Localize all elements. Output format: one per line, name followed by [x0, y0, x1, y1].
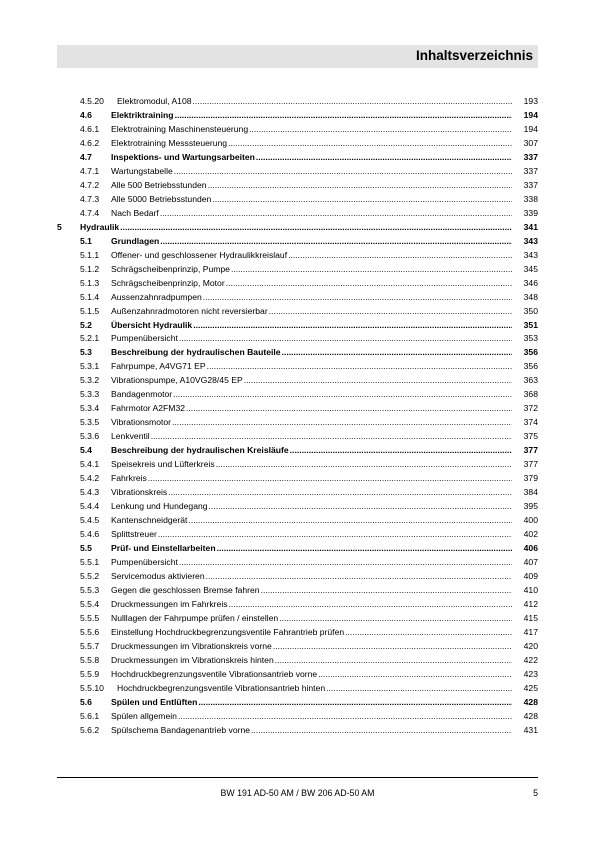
footer-page-number: 5 — [533, 788, 538, 798]
toc-entry-number: 5.2 — [80, 319, 92, 330]
toc-leader-dots — [251, 723, 512, 737]
toc-entry-page: 348 — [523, 291, 538, 302]
toc-entry[interactable] — [0, 345, 595, 359]
toc-entry-title: Speisekreis und Lüfterkreis — [111, 459, 215, 470]
toc-entry-number: 4.6 — [80, 109, 92, 120]
toc-entry[interactable] — [0, 541, 595, 555]
toc-leader-dots — [193, 318, 512, 332]
toc-entry[interactable] — [0, 359, 595, 373]
toc-entry[interactable] — [0, 192, 595, 206]
toc-entry[interactable] — [0, 583, 595, 597]
toc-leader-dots — [172, 415, 512, 429]
toc-entry-number: 5.1 — [80, 235, 92, 246]
toc-entry-title: Beschreibung der hydraulischen Bauteile — [111, 347, 281, 358]
toc-entry-page: 410 — [523, 584, 538, 595]
toc-entry-page: 363 — [523, 375, 538, 386]
toc-entry[interactable] — [0, 597, 595, 611]
toc-entry-number: 5.3.1 — [80, 361, 100, 372]
toc-entry[interactable] — [0, 220, 595, 234]
toc-entry-number: 4.7.4 — [80, 207, 100, 218]
toc-entry-title: Übersicht Hydraulik — [111, 319, 193, 330]
toc-entry-title: Pumpenübersicht — [111, 333, 178, 344]
toc-leader-dots — [209, 499, 512, 513]
toc-entry-page: 412 — [523, 598, 538, 609]
toc-entry-number: 5.6.1 — [80, 710, 100, 721]
toc-leader-dots — [244, 373, 512, 387]
toc-leader-dots — [217, 541, 512, 555]
toc-entry-page: 407 — [523, 557, 538, 567]
toc-leader-dots — [208, 178, 512, 192]
toc-entry-page: 422 — [523, 654, 538, 665]
toc-entry-number: 5.4.4 — [80, 501, 100, 512]
toc-entry-title: Druckmessungen im Fahrkreis — [111, 598, 228, 609]
toc-leader-dots — [160, 206, 512, 220]
toc-leader-dots — [206, 569, 512, 583]
toc-entry-page: 420 — [523, 640, 538, 651]
toc-entry[interactable] — [0, 457, 595, 471]
toc-entry-number: 5.4 — [80, 445, 92, 456]
toc-entry-title: Druckmessungen im Vibrationskreis vorne — [111, 640, 272, 651]
toc-entry-title: Vibrationsmotor — [111, 417, 172, 428]
toc-entry-page: 402 — [523, 529, 538, 540]
toc-entry-number: 4.7 — [80, 151, 92, 162]
toc-entry[interactable] — [0, 513, 595, 527]
toc-entry-title: Nach Bedarf — [111, 207, 159, 218]
toc-leader-dots — [318, 667, 512, 681]
toc-entry[interactable] — [0, 122, 595, 136]
toc-entry-page: 345 — [523, 263, 538, 274]
toc-entry[interactable] — [0, 178, 595, 192]
toc-entry-title: Elektriktraining — [111, 109, 174, 120]
toc-leader-dots — [273, 639, 512, 653]
toc-entry-number: 5.1.5 — [80, 305, 100, 316]
toc-entry-page: 350 — [523, 305, 538, 316]
toc-entry-title: Beschreibung der hydraulischen Kreisläufe — [111, 445, 289, 456]
toc-entry-page: 379 — [523, 473, 538, 484]
footer-model: BW 191 AD-50 AM / BW 206 AD-50 AM — [220, 788, 375, 798]
toc-entry-page: 194 — [523, 123, 538, 134]
toc-entry-page: 343 — [523, 249, 538, 260]
toc-entry-number: 5.1.4 — [80, 291, 100, 302]
toc-entry-page: 395 — [523, 501, 538, 512]
toc-entry[interactable] — [0, 331, 595, 345]
toc-entry[interactable] — [0, 709, 595, 723]
toc-entry[interactable] — [0, 625, 595, 639]
toc-entry-title: Druckmessungen im Vibrationskreis hinten — [111, 654, 274, 665]
toc-entry-number: 4.6.1 — [80, 123, 100, 134]
toc-entry-title: Außenzahnradmotoren nicht reversierbar — [111, 305, 268, 316]
toc-leader-dots — [326, 681, 512, 695]
toc-entry-page: 338 — [523, 193, 538, 204]
toc-entry-page: 343 — [523, 235, 538, 246]
toc-entry-number: 5.5.5 — [80, 612, 100, 623]
toc-entry-page: 384 — [523, 487, 538, 498]
toc-entry[interactable] — [0, 485, 595, 499]
toc-entry-number: 5.4.6 — [80, 529, 100, 540]
toc-entry-title: Elektromodul, A108 — [117, 96, 192, 106]
toc-entry-number: 5.5.1 — [80, 557, 100, 567]
footer-divider — [57, 777, 538, 778]
toc-leader-dots — [288, 248, 512, 262]
toc-leader-dots — [158, 527, 512, 541]
toc-entry-page: 375 — [523, 431, 538, 442]
toc-entry-page: 425 — [523, 682, 538, 693]
toc-entry-page: 406 — [523, 543, 538, 554]
toc-entry[interactable] — [0, 611, 595, 625]
toc-leader-dots — [256, 150, 512, 164]
toc-entry-page: 337 — [523, 179, 538, 190]
toc-entry[interactable] — [0, 206, 595, 220]
toc-entry-page: 356 — [523, 361, 538, 372]
toc-entry[interactable] — [0, 555, 595, 569]
toc-entry-number: 5.5.7 — [80, 640, 100, 651]
toc-entry-number: 5.6 — [80, 696, 92, 707]
toc-leader-dots — [228, 136, 512, 150]
toc-leader-dots — [120, 220, 512, 234]
toc-entry-title: Alle 500 Betriebsstunden — [111, 179, 207, 190]
toc-entry[interactable] — [0, 681, 595, 695]
toc-entry[interactable] — [0, 429, 595, 443]
toc-leader-dots — [178, 709, 512, 723]
toc-entry[interactable] — [0, 373, 595, 387]
toc-entry[interactable] — [0, 276, 595, 290]
toc-entry-page: 307 — [523, 137, 538, 148]
toc-entry-title: Pumpenübersicht — [111, 557, 178, 567]
toc-entry-page: 428 — [523, 696, 538, 707]
toc-entry-page: 377 — [523, 445, 538, 456]
toc-entry-page: 353 — [523, 333, 538, 344]
toc-entry-number: 4.7.2 — [80, 179, 100, 190]
toc-entry-page: 337 — [523, 151, 538, 162]
toc-entry-page: 337 — [523, 165, 538, 176]
toc-entry-title: Einstellung Hochdruckbegrenzungsventile Fahrantrieb prüfen — [111, 626, 345, 637]
toc-entry-number: 5.1.2 — [80, 263, 100, 274]
toc-entry-title: Hochdruckbegrenzungsventile Vibrationsantrieb vorne — [111, 668, 318, 679]
toc-entry-page: 374 — [523, 417, 538, 428]
toc-leader-dots — [179, 331, 512, 345]
toc-entry-page: 346 — [523, 277, 538, 288]
toc-leader-dots — [160, 234, 512, 248]
toc-entry-title: Aussenzahnradpumpen — [111, 291, 202, 302]
toc-entry-number: 4.6.2 — [80, 137, 100, 148]
toc-entry-page: 428 — [523, 710, 538, 721]
toc-entry[interactable] — [0, 471, 595, 485]
toc-entry-page: 423 — [523, 668, 538, 679]
toc-entry[interactable] — [0, 695, 595, 709]
toc-entry[interactable] — [0, 234, 595, 248]
toc-entry-title: Elektrotraining Messsteuerung — [111, 137, 228, 148]
toc-leader-dots — [345, 625, 512, 639]
toc-leader-dots — [249, 122, 512, 136]
toc-entry[interactable] — [0, 527, 595, 541]
toc-entry-title: Hochdruckbegrenzungsventile Vibrationsantrieb hinten — [117, 682, 326, 693]
toc-entry[interactable] — [0, 667, 595, 681]
toc-entry-title: Bandagenmotor — [111, 389, 173, 400]
toc-leader-dots — [173, 387, 512, 401]
toc-entry-number: 4.7.1 — [80, 165, 100, 176]
toc-entry-title: Vibrationskreis — [111, 487, 168, 498]
toc-entry-title: Lenkung und Hundegang — [111, 501, 208, 512]
toc-entry-title: Wartungstabelle — [111, 165, 173, 176]
toc-entry-title: Splittstreuer — [111, 529, 157, 540]
toc-leader-dots — [207, 359, 512, 373]
toc-entry-title: Schrägscheibenprinzip, Motor — [111, 277, 225, 288]
toc-entry[interactable] — [0, 262, 595, 276]
toc-entry-number: 5.5 — [80, 543, 92, 554]
toc-entry-page: 193 — [523, 96, 538, 106]
header-bar — [57, 45, 538, 68]
toc-entry-number: 5.4.1 — [80, 459, 100, 470]
toc-entry-page: 194 — [523, 109, 538, 120]
toc-entry-page: 339 — [523, 207, 538, 218]
toc-entry-title: Nulllagen der Fahrpumpe prüfen / einstellen — [111, 612, 279, 623]
toc-leader-dots — [212, 192, 512, 206]
toc-leader-dots — [290, 443, 512, 457]
toc-leader-dots — [179, 555, 512, 569]
toc-leader-dots — [151, 429, 512, 443]
toc-entry-title: Kantenschneidgerät — [111, 515, 188, 526]
toc-leader-dots — [226, 276, 512, 290]
toc-entry-title: Inspektions- und Wartungsarbeiten — [111, 151, 255, 162]
toc-leader-dots — [229, 597, 512, 611]
toc-entry[interactable] — [0, 318, 595, 332]
toc-leader-dots — [279, 611, 512, 625]
toc-entry[interactable] — [0, 723, 595, 737]
toc-entry[interactable] — [0, 387, 595, 401]
toc-entry-number: 5.5.2 — [80, 570, 100, 581]
toc-entry[interactable] — [0, 639, 595, 653]
toc-entry-title: Fahrmotor A2FM32 — [111, 403, 186, 414]
toc-entry[interactable] — [0, 164, 595, 178]
toc-entry-number: 5.2.1 — [80, 333, 100, 344]
toc-entry-page: 368 — [523, 389, 538, 400]
toc-entry[interactable] — [0, 401, 595, 415]
toc-entry-title: Hydraulik — [80, 221, 120, 232]
toc-entry-title: Gegen die geschlossen Bremse fahren — [111, 584, 260, 595]
toc-leader-dots — [175, 108, 512, 122]
toc-leader-dots — [216, 457, 512, 471]
toc-entry-title: Fahrpumpe, A4VG71 EP — [111, 361, 206, 372]
toc-leader-dots — [269, 304, 512, 318]
toc-leader-dots — [188, 513, 512, 527]
toc-entry-page: 431 — [523, 724, 538, 735]
toc-entry-title: Fahrkreis — [111, 473, 147, 484]
toc-entry-number: 5.3.2 — [80, 375, 100, 386]
toc-entry-number: 5.4.3 — [80, 487, 100, 498]
toc-entry-number: 5.3.4 — [80, 403, 100, 414]
toc-entry[interactable] — [0, 94, 595, 108]
toc-leader-dots — [275, 653, 512, 667]
toc-leader-dots — [198, 695, 512, 709]
toc-leader-dots — [148, 471, 512, 485]
toc-entry-page: 409 — [523, 570, 538, 581]
toc-entry-number: 5.5.3 — [80, 584, 100, 595]
toc-entry-page: 415 — [523, 612, 538, 623]
toc-entry-number: 5.5.10 — [80, 682, 104, 693]
toc-leader-dots — [193, 94, 512, 108]
toc-entry[interactable] — [0, 653, 595, 667]
toc-entry-number: 4.5.20 — [80, 96, 104, 106]
toc-entry-number: 5.5.9 — [80, 668, 100, 679]
toc-leader-dots — [168, 485, 512, 499]
toc-entry-title: Schrägscheibenprinzip, Pumpe — [111, 263, 230, 274]
toc-entry-number: 5.3.6 — [80, 431, 100, 442]
toc-entry-number: 5.3.3 — [80, 389, 100, 400]
toc-entry-page: 377 — [523, 459, 538, 470]
toc-leader-dots — [282, 345, 512, 359]
toc-entry-number: 5.6.2 — [80, 724, 100, 735]
toc-entry-page: 417 — [523, 626, 538, 637]
toc-leader-dots — [203, 290, 512, 304]
toc-entry[interactable] — [0, 150, 595, 164]
toc-entry-number: 5.5.8 — [80, 654, 100, 665]
toc-entry-page: 372 — [523, 403, 538, 414]
page-title: Inhaltsverzeichnis — [415, 48, 533, 63]
toc-entry-title: Vibrationspumpe, A10VG28/45 EP — [111, 375, 243, 386]
toc-entry[interactable] — [0, 569, 595, 583]
toc-entry-title: Alle 5000 Betriebsstunden — [111, 193, 212, 204]
toc-entry[interactable] — [0, 415, 595, 429]
toc-entry-number: 5.4.2 — [80, 473, 100, 484]
toc-entry[interactable] — [0, 499, 595, 513]
toc-entry-page: 400 — [523, 515, 538, 526]
toc-entry-title: Elektrotraining Maschinensteuerung — [111, 123, 249, 134]
toc-entry-title: Servicemodus aktivieren — [111, 570, 205, 581]
toc-entry-number: 5.1.1 — [80, 249, 100, 260]
toc-entry-title: Spülen und Entlüften — [111, 696, 198, 707]
toc-entry-title: Spülschema Bandagenantrieb vorne — [111, 724, 251, 735]
toc-leader-dots — [231, 262, 512, 276]
toc-entry-page: 351 — [523, 319, 538, 330]
toc-leader-dots — [186, 401, 512, 415]
toc-entry-number: 5.3.5 — [80, 417, 100, 428]
toc-entry-page: 356 — [523, 347, 538, 358]
toc-leader-dots — [261, 583, 512, 597]
toc-entry[interactable] — [0, 248, 595, 262]
toc-entry-title: Offener- und geschlossener Hydraulikkreislauf — [111, 249, 288, 260]
toc-entry-title: Prüf- und Einstellarbeiten — [111, 543, 216, 554]
toc-entry[interactable] — [0, 136, 595, 150]
toc-entry[interactable] — [0, 443, 595, 457]
toc-entry-number: 4.7.3 — [80, 193, 100, 204]
toc-entry-title: Spülen allgemein — [111, 710, 177, 721]
toc-entry-title: Grundlagen — [111, 235, 160, 246]
toc-leader-dots — [174, 164, 512, 178]
toc-entry-page: 341 — [523, 221, 538, 232]
toc-entry[interactable] — [0, 108, 595, 122]
toc-entry-number: 5.5.6 — [80, 626, 100, 637]
toc-entry-number: 5 — [57, 221, 62, 232]
toc-entry-number: 5.4.5 — [80, 515, 100, 526]
toc-entry-number: 5.1.3 — [80, 277, 100, 288]
toc-entry-number: 5.3 — [80, 347, 92, 358]
toc-entry[interactable] — [0, 304, 595, 318]
toc-entry-number: 5.5.4 — [80, 598, 100, 609]
toc-entry[interactable] — [0, 290, 595, 304]
toc-entry-title: Lenkventil — [111, 431, 150, 442]
